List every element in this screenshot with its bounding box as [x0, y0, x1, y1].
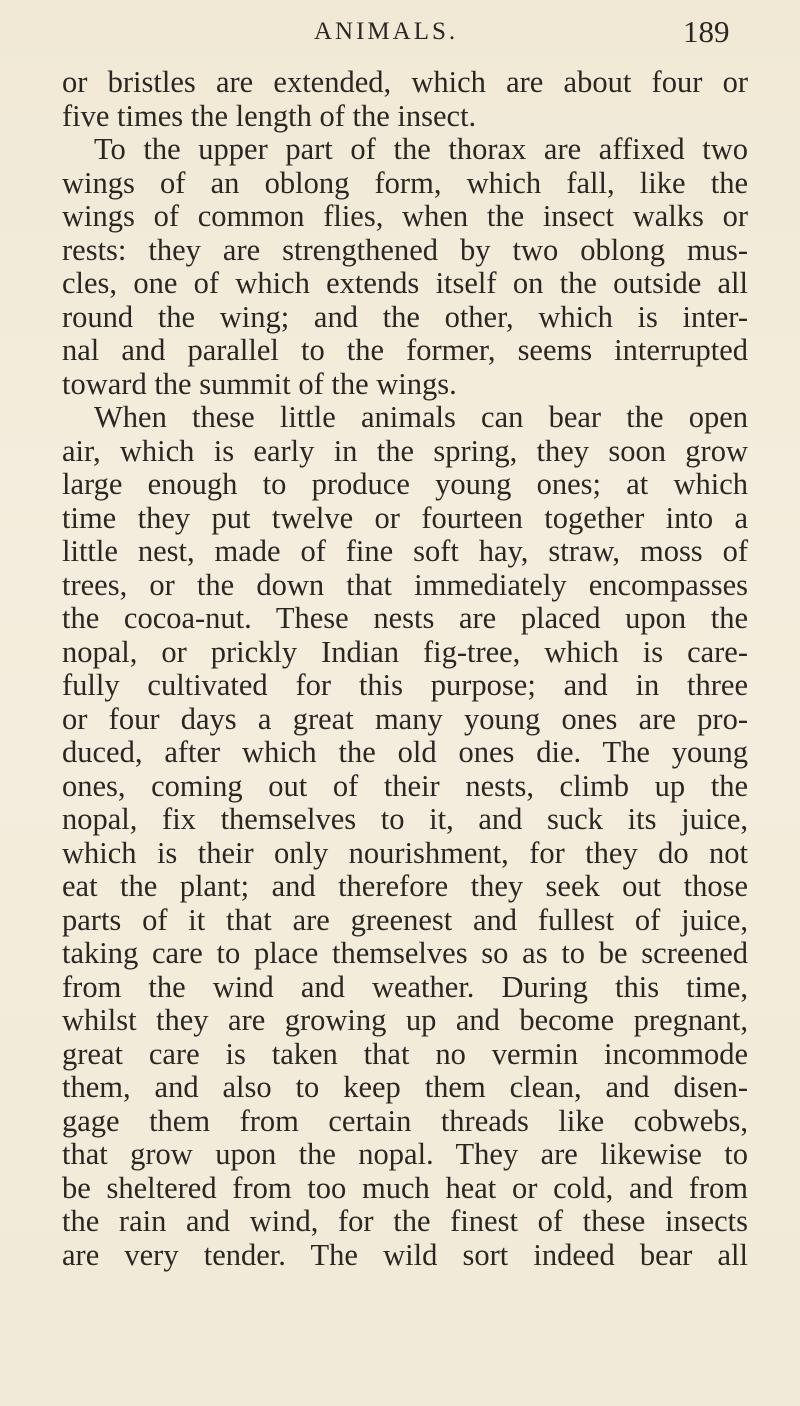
- text-line: are very tender. The wild sort indeed bear all: [62, 1237, 748, 1272]
- running-head: ANIMALS.: [314, 18, 459, 45]
- text-line: the cocoa-nut. These nests are placed upon the: [62, 601, 748, 635]
- text-line: fully cultivated for this purpose; and in three: [62, 668, 748, 702]
- text-line: that grow upon the nopal. They are likewise to: [62, 1137, 748, 1171]
- text-line: which is their only nourishment, for they do not: [62, 835, 748, 870]
- text-line: toward the summit of the wings.: [62, 366, 457, 401]
- text-line: large enough to produce young ones; at which: [62, 467, 748, 501]
- text-line: nopal, fix themselves to it, and suck its juice,: [62, 802, 748, 836]
- text-line: parts of it that are greenest and fullest of juice,: [62, 902, 748, 937]
- text-line: little nest, made of fine soft hay, straw, moss of: [62, 534, 748, 568]
- text-line: or four days a great many young ones are pro-: [62, 701, 748, 736]
- text-line: be sheltered from too much heat or cold, and from: [62, 1170, 748, 1205]
- text-line: gage them from certain threads like cobwebs,: [62, 1103, 748, 1138]
- text-line: eat the plant; and therefore they seek out those: [62, 869, 748, 903]
- text-line: wings of common flies, when the insect walks or: [62, 199, 748, 233]
- text-line: trees, or the down that immediately encompasses: [62, 567, 748, 602]
- text-line: nal and parallel to the former, seems interrupted: [62, 333, 748, 367]
- text-line: cles, one of which extends itself on the outside all: [62, 266, 748, 300]
- text-line: round the wing; and the other, which is inter-: [62, 299, 748, 334]
- text-line: wings of an oblong form, which fall, like the: [62, 165, 748, 200]
- text-line: taking care to place themselves so as to be screened: [62, 936, 748, 970]
- text-line: time they put twelve or fourteen together into a: [62, 500, 748, 535]
- text-line: them, and also to keep them clean, and disen-: [62, 1070, 748, 1104]
- text-line: the rain and wind, for the finest of these insects: [62, 1204, 748, 1238]
- text-line: great care is taken that no vermin incommode: [62, 1036, 748, 1071]
- text-line: To the upper part of the thorax are affixed two: [94, 132, 748, 166]
- text-line: or bristles are extended, which are about four or: [62, 65, 748, 99]
- text-line: air, which is early in the spring, they soon grow: [62, 433, 748, 468]
- text-line: nopal, or prickly Indian fig-tree, which is care-: [62, 634, 748, 669]
- text-line: rests: they are strengthened by two oblong mus-: [62, 232, 748, 267]
- text-line: duced, after which the old ones die. The young: [62, 735, 748, 769]
- page-header: [0, 14, 800, 58]
- text-line: When these little animals can bear the open: [94, 400, 748, 434]
- text-line: whilst they are growing up and become pregnant,: [62, 1003, 748, 1037]
- page-number: 189: [683, 14, 730, 49]
- text-line: ones, coming out of their nests, climb up the: [62, 768, 748, 803]
- text-line: from the wind and weather. During this time,: [62, 969, 748, 1004]
- body-text: [62, 66, 748, 1272]
- text-line: five times the length of the insect.: [62, 98, 477, 133]
